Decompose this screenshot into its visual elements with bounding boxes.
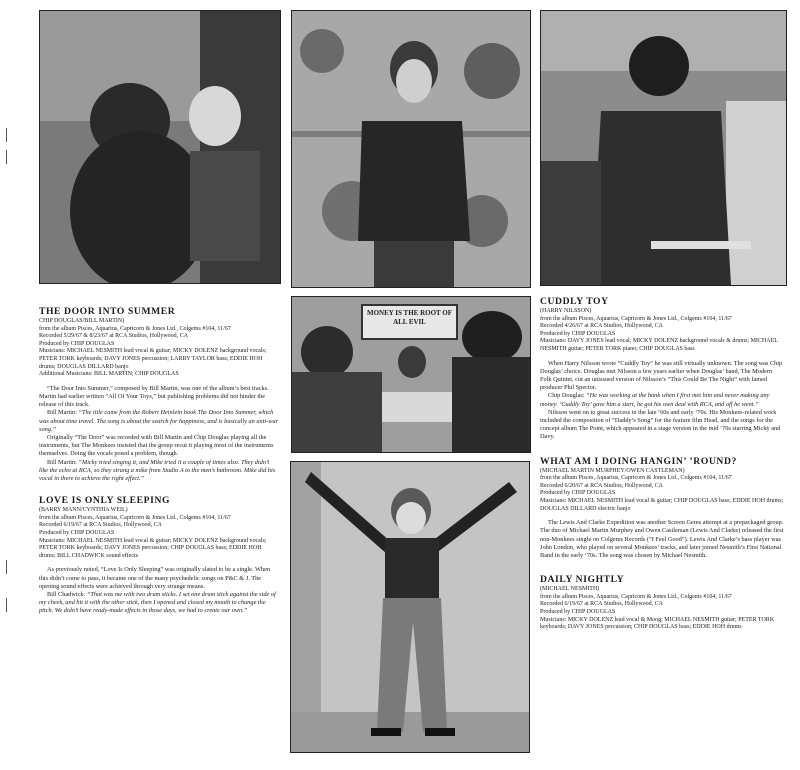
song-writers: (HARRY NILSSON) (540, 308, 592, 314)
photo-orangutan (39, 10, 281, 284)
quote-text: “Micky tried singing it, and Mike tried it a couple of times also. They didn’t like the echo at RCA, so they strung a mike from Studio A to the men’s bathroom. Mike did his vocal in there to achieve the right effect.” (39, 458, 276, 482)
song-produced: Produced by CHIP DOUGLAS (540, 490, 616, 497)
song-recorded: Recorded 6/19/67 at RCA Studios, Hollywood, CA (39, 522, 162, 529)
quote-speaker: Bill Martin: (47, 458, 77, 466)
song-musicians: Musicians: DAVY JONES lead vocal; MICKY DOLENZ background vocals & drums; MICHAEL NESMITH guitar; PETER TORK piano; CHIP DOUGLAS bass (540, 338, 778, 352)
quote-speaker: Chip Douglas: (548, 392, 585, 400)
quote-text: “He was working at the bank when I first met him and never making any money. ‘Cuddly Toy’ gave him a start, he got his own deal with RCA, and off he went.” (540, 392, 770, 408)
body-paragraph: When Harry Nilsson wrote “Cuddly Toy” he was still virtually unknown. The song was Chip Douglas’ choice. Douglas met Nilsson a few years earlier when Douglas’ band, The Modern Folk Quintet, cut an unissued version of Nilsson’s “This Could Be The Night” with famed producer Phil Spector. (540, 359, 783, 392)
photo-peter-arms-raised (290, 461, 530, 753)
song-recorded: Recorded 5/29/67 & 8/23/67 at RCA Studios, Hollywood, CA (39, 333, 189, 340)
quote-text: “That was me with two drum sticks. I set one drum stick against the side of my cheek, and hit it with the other stick, then I opened and closed my mouth to change the pitch. We didn’t have ready-made effects in those days, we had to create our own.” (39, 590, 276, 615)
body-paragraph: Originally “The Door” was recorded with Bill Martin and Chip Douglas playing all the instruments, but The Monkees insisted that the group recut it playing most of the instruments themselves. Doing the vocals posed a problem, though. (39, 433, 274, 458)
quote-paragraph (39, 591, 279, 616)
song-album: from the album Pisces, Aquarius, Capricorn & Jones Ltd., Colgems #104, 11/67 (39, 514, 231, 521)
photo-micky-wall (291, 10, 531, 288)
song-recorded: Recorded 6/19/67 at RCA Studios, Hollywood, CA (540, 601, 663, 608)
photo-icon (291, 462, 529, 752)
song-musicians: Musicians: MICHAEL NESMITH lead vocal & guitar; MICKY DOLENZ background vocals; PETER TORK keyboards; DAVY JONES percussion; CHIP DOUGLAS bass; EDDIE HOH drums; BILL CHADWICK sound effects (39, 537, 267, 559)
song-title-daily-nightly: DAILY NIGHTLY (540, 574, 625, 586)
body-paragraph: The Lewis And Clarke Expedition was another Screen Gems attempt at a prepackaged group. The duo of Michael Martin Murphey and Owen Castleman (Lewis And Clarke) released the first non-Monkees single on Colgems Records (“I Feel Good”). Lewis And Clarke’s bass player was John London, who played on several Monkees’ tracks, and later joined Nesmith’s First National Band in the early ‘70s. The song was chosen by Michael Nesmith. (540, 519, 784, 559)
song-additional-musicians: Additional Musicians: BILL MARTIN; CHIP DOUGLAS (39, 371, 179, 378)
song-album: from the album Pisces, Aquarius, Capricorn & Jones Ltd., Colgems #104, 11/67 (540, 315, 732, 322)
song-produced: Produced by CHIP DOUGLAS (540, 608, 616, 615)
song-recorded: Recorded 4/26/67 at RCA Studios, Hollywood, CA (540, 323, 663, 330)
photo-guitarist-drinking (540, 10, 787, 286)
song-writers: (MICHAEL NESMITH) (540, 586, 600, 593)
sign-text: MONEY IS THE ROOT OF ALL EVIL (366, 309, 453, 326)
song-writers: (BARRY MANN/CYNTHIA WEIL) (39, 507, 128, 514)
photo-icon (541, 11, 786, 285)
song-writers: (MICHAEL MARTIN MURPHEY/OWEN CASTLEMAN) (540, 467, 685, 474)
quote-speaker: Bill Martin: (47, 409, 77, 417)
song-musicians: Musicians: MICHAEL NESMITH lead vocal & guitar; CHIP DOUGLAS bass; EDDIE HOH drums; DOUGLAS DILLARD electric banjo (540, 497, 784, 512)
song-title-what-am-i-doing-hangin-round: WHAT AM I DOING HANGIN’ ’ROUND? (540, 455, 737, 467)
quote-paragraph (39, 409, 279, 434)
photo-icon (292, 11, 530, 287)
body-paragraph: As previously noted, “Love Is Only Sleeping” was originally slated to be a single. When this didn’t come to pass, it became one of the many psychedelic songs on P&C & J. The opening sound effects were achieved through very strange means. (39, 566, 271, 590)
song-produced: Produced by CHIP DOUGLAS (540, 330, 616, 337)
song-produced: Produced by CHIP DOUGLAS (39, 340, 115, 347)
song-title-love-is-only-sleeping: LOVE IS ONLY SLEEPING (39, 495, 171, 507)
right-column (540, 296, 785, 632)
body-paragraph: “The Door Into Summer,” composed by Bill Martin, was one of the album’s best tracks. Martin had earlier written “All Of Your Toys,” but publishing problems did not hinder the release of this track. (39, 384, 269, 409)
margin-mark (6, 150, 7, 164)
song-produced: Produced by CHIP DOUGLAS (39, 529, 115, 536)
quote-text: “The title came from the Robert Heinlein book The Door Into Summer, which was about time travel. The song is about the search for happiness, and is basically an anti-war song.” (39, 409, 279, 433)
song-title-cuddly-toy: CUDDLY TOY (540, 296, 609, 307)
song-title-door-into-summer: THE DOOR INTO SUMMER (39, 306, 176, 317)
song-musicians: Musicians: MICKY DOLENZ lead vocal & Moog; MICHAEL NESMITH guitar; PETER TORK keyboards; DAVY JONES percussion; CHIP DOUGLAS bass; EDDIE HOH drums (540, 616, 775, 631)
song-recorded: Recorded 6/20/67 at RCA Studios, Hollywood, CA (540, 482, 663, 489)
quote-paragraph (39, 459, 279, 484)
photo-icon (40, 11, 280, 283)
body-paragraph: Nilsson went on to great success in the late ‘60s and early ‘70s. His Monkees-related work included the composition of “Daddy’s Song” for the feature film Head, and the songs for the concept album The Point, which appeared in a stage version in the mid ‘70s starring Micky and Davy. (540, 408, 781, 441)
left-column (39, 306, 279, 616)
song-album: from the album Pisces, Aquarius, Capricorn & Jones Ltd., Colgems #104, 11/67 (540, 593, 732, 600)
song-album: from the album Pisces, Aquarius, Capricorn & Jones Ltd., Colgems #104, 11/67 (540, 475, 732, 482)
song-writers: CHIP DOUGLAS/BILL MARTIN) (39, 318, 125, 324)
margin-mark (6, 128, 7, 142)
quote-speaker: Bill Chadwick: (47, 590, 86, 598)
song-musicians: Musicians: MICHAEL NESMITH lead vocal & guitar; MICKY DOLENZ background vocals; PETER TORK keyboards; DAVY JONES percussion; LARRY TAYLOR bass; EDDIE HOH drums; DOUGLAS DILLARD banjo (39, 348, 267, 370)
margin-mark (6, 560, 7, 574)
quote-paragraph (540, 392, 785, 408)
margin-mark (6, 598, 7, 612)
song-album: from the album Pisces, Aquarius, Capricorn & Jones Ltd., Colgems #104, 11/67 (39, 325, 231, 332)
photo-money-sign-group (291, 296, 531, 453)
